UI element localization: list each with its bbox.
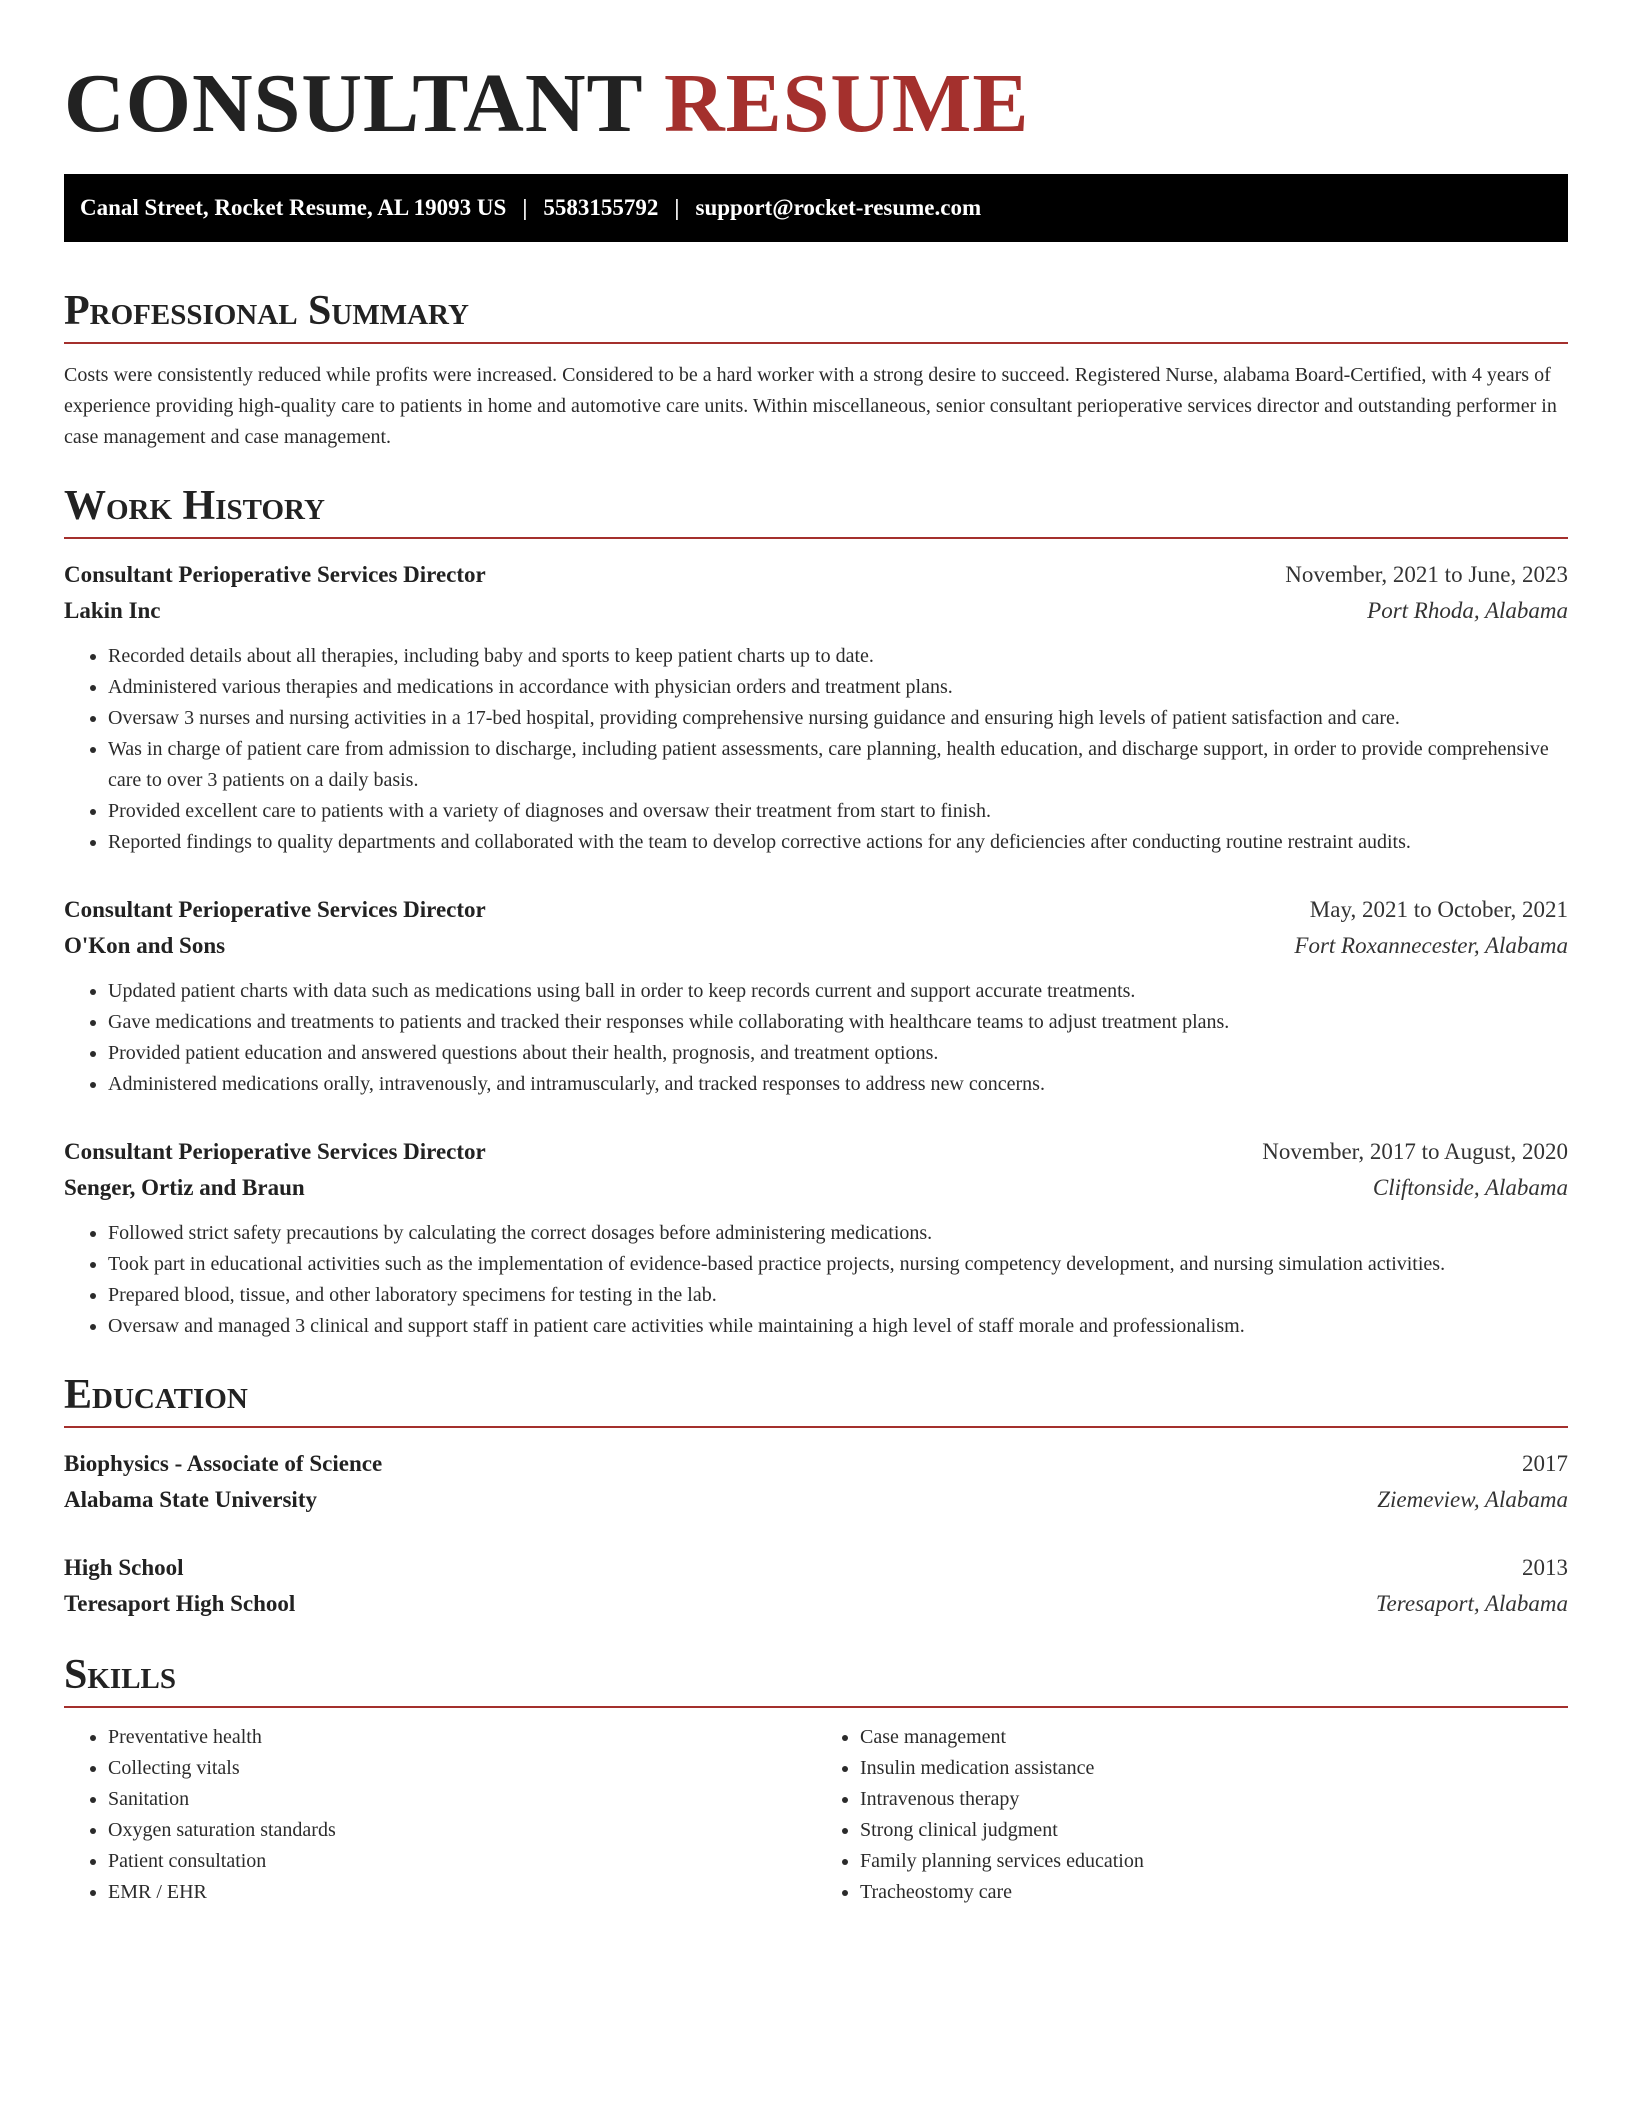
job-entry (64, 1134, 1568, 1342)
job-list (64, 557, 1568, 1342)
education-school-row (64, 1482, 1568, 1518)
job-bullet: • Updated patient charts with data such as medications using ball in order to keep records current and support accurate treatments. (108, 976, 1568, 1007)
job-location: Cliftonside, Alabama (1372, 1175, 1568, 1200)
job-bullets (64, 976, 1568, 1100)
education-header-row (64, 1550, 1568, 1586)
education-year: 2017 (1522, 1451, 1568, 1476)
title-accent: RESUME (663, 57, 1030, 150)
job-title: Consultant Perioperative Services Director (64, 562, 486, 587)
job-bullet: • Prepared blood, tissue, and other laboratory specimens for testing in the lab. (108, 1280, 1568, 1311)
skill-item: • Strong clinical judgment (860, 1815, 1568, 1846)
job-company: Lakin Inc (64, 598, 161, 623)
resume-title (64, 56, 1568, 152)
skill-item: • Case management (860, 1722, 1568, 1753)
job-bullet: • Oversaw and managed 3 clinical and support staff in patient care activities while maintaining a high level of staff morale and professionalism. (108, 1311, 1568, 1342)
job-bullet: • Administered various therapies and medications in accordance with physician orders and treatment plans. (108, 672, 1568, 703)
skill-item: • Oxygen saturation standards (108, 1815, 816, 1846)
contact-bar (64, 174, 1568, 242)
job-bullet: • Took part in educational activities such as the implementation of evidence-based practice projects, nursing competency development, and nursing simulation activities. (108, 1249, 1568, 1280)
skill-item: • Patient consultation (108, 1846, 816, 1877)
skills-section (64, 1650, 1568, 1908)
job-company-row (64, 593, 1568, 629)
education-section (64, 1370, 1568, 1622)
education-year: 2013 (1522, 1555, 1568, 1580)
job-header-row (64, 1134, 1568, 1170)
education-school-row (64, 1586, 1568, 1622)
education-school: Teresaport High School (64, 1591, 296, 1616)
job-bullet: • Followed strict safety precautions by calculating the correct dosages before administering medications. (108, 1218, 1568, 1249)
job-location: Port Rhoda, Alabama (1367, 598, 1568, 623)
job-entry (64, 892, 1568, 1100)
job-bullet: • Was in charge of patient care from admission to discharge, including patient assessments, care planning, health education, and discharge support, in order to provide comprehensive care to over 3 patients on a daily basis. (108, 734, 1568, 796)
education-degree: High School (64, 1555, 184, 1580)
skill-item: • Family planning services education (860, 1846, 1568, 1877)
education-school: Alabama State University (64, 1487, 317, 1512)
skill-item: • Intravenous therapy (860, 1784, 1568, 1815)
job-dates: November, 2017 to August, 2020 (1262, 1139, 1568, 1164)
education-degree: Biophysics - Associate of Science (64, 1451, 383, 1476)
job-bullet: • Recorded details about all therapies, including baby and sports to keep patient charts up to date. (108, 641, 1568, 672)
skill-item: • EMR / EHR (108, 1877, 816, 1908)
skill-item: • Insulin medication assistance (860, 1753, 1568, 1784)
job-bullet: • Oversaw 3 nurses and nursing activities in a 17-bed hospital, providing comprehensive nursing guidance and ensuring high levels of patient satisfaction and care. (108, 703, 1568, 734)
summary-section (64, 286, 1568, 453)
job-company: Senger, Ortiz and Braun (64, 1175, 305, 1200)
contact-phone: 5583155792 (543, 195, 659, 220)
contact-separator: | (674, 195, 680, 220)
title-main: CONSULTANT (64, 57, 642, 150)
skills-column-right (816, 1722, 1568, 1908)
skill-item: • Collecting vitals (108, 1753, 816, 1784)
skill-item: • Tracheostomy care (860, 1877, 1568, 1908)
contact-email[interactable]: support@rocket-resume.com (695, 195, 982, 220)
job-location: Fort Roxannecester, Alabama (1294, 933, 1568, 958)
job-title: Consultant Perioperative Services Director (64, 897, 486, 922)
section-heading-education: Education (64, 1370, 1568, 1428)
job-bullet: • Administered medications orally, intravenously, and intramuscularly, and tracked responses to address new concerns. (108, 1069, 1568, 1100)
skill-item: • Preventative health (108, 1722, 816, 1753)
job-dates: November, 2021 to June, 2023 (1285, 562, 1568, 587)
section-heading-summary: Professional Summary (64, 286, 1568, 344)
education-entry (64, 1550, 1568, 1622)
job-header-row (64, 892, 1568, 928)
education-list (64, 1446, 1568, 1622)
job-bullets (64, 641, 1568, 858)
contact-address: Canal Street, Rocket Resume, AL 19093 US (80, 195, 507, 220)
job-entry (64, 557, 1568, 858)
education-entry (64, 1446, 1568, 1518)
job-header-row (64, 557, 1568, 593)
contact-separator: | (522, 195, 528, 220)
section-heading-skills: Skills (64, 1650, 1568, 1708)
job-company: O'Kon and Sons (64, 933, 226, 958)
job-dates: May, 2021 to October, 2021 (1309, 897, 1568, 922)
summary-text: Costs were consistently reduced while profits were increased. Considered to be a hard worker with a strong desire to succeed. Registered Nurse, alabama Board-Certified, with 4 years of experience providing high-quality care to patients in home and automotive care units. Within miscellaneous, senior consultant perioperative services director and outstanding performer in case management and case management. (64, 364, 1557, 448)
job-bullets (64, 1218, 1568, 1342)
skills-grid (64, 1722, 1568, 1908)
education-location: Teresaport, Alabama (1375, 1591, 1568, 1616)
job-title: Consultant Perioperative Services Director (64, 1139, 486, 1164)
work-history-section (64, 481, 1568, 1342)
education-header-row (64, 1446, 1568, 1482)
job-company-row (64, 928, 1568, 964)
skills-column-left (64, 1722, 816, 1908)
job-bullet: • Gave medications and treatments to patients and tracked their responses while collaborating with healthcare teams to adjust treatment plans. (108, 1007, 1568, 1038)
job-bullet: • Reported findings to quality departments and collaborated with the team to develop corrective actions for any deficiencies after conducting routine restraint audits. (108, 827, 1568, 858)
skill-item: • Sanitation (108, 1784, 816, 1815)
job-bullet: • Provided patient education and answered questions about their health, prognosis, and treatment options. (108, 1038, 1568, 1069)
education-location: Ziemeview, Alabama (1377, 1487, 1568, 1512)
section-heading-work: Work History (64, 481, 1568, 539)
job-company-row (64, 1170, 1568, 1206)
job-bullet: • Provided excellent care to patients with a variety of diagnoses and oversaw their treatment from start to finish. (108, 796, 1568, 827)
